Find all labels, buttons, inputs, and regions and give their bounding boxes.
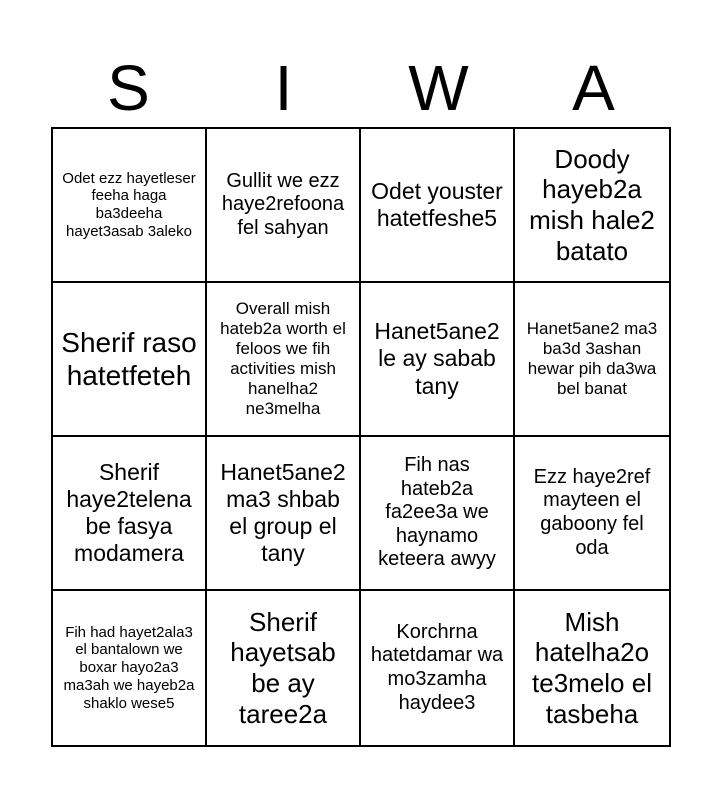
bingo-cell-r3c2[interactable]: Hanet5ane2 ma3 shbab el group el tany [207,437,361,591]
bingo-cell-r2c4[interactable]: Hanet5ane2 ma3 ba3d 3ashan hewar pih da3wa bel banat [515,283,669,437]
bingo-cell-r2c2[interactable]: Overall mish hateb2a worth el feloos we fih activities mish hanelha2 ne3melha [207,283,361,437]
bingo-cell-r2c3[interactable]: Hanet5ane2 le ay sabab tany [361,283,515,437]
bingo-cell-r3c4[interactable]: Ezz haye2ref mayteen el gaboony fel oda [515,437,669,591]
header-letter-i: I [274,52,293,124]
bingo-header [51,48,671,128]
bingo-cell-r4c3[interactable]: Korchrna hatetdamar wa mo3zamha haydee3 [361,591,515,745]
bingo-cell-r2c1[interactable]: Sherif raso hatetfeteh [53,283,207,437]
header-letter-s: S [107,52,150,124]
bingo-cell-r1c1[interactable]: Odet ezz hayetleser feeha haga ba3deeha hayet3asab 3aleko [53,129,207,283]
bingo-board [51,127,671,747]
bingo-cell-r1c4[interactable]: Doody hayeb2a mish hale2 batato [515,129,669,283]
header-letter-a: A [572,52,615,124]
bingo-cell-r3c3[interactable]: Fih nas hateb2a fa2ee3a we haynamo keteera awyy [361,437,515,591]
bingo-cell-r1c3[interactable]: Odet youster hatetfeshe5 [361,129,515,283]
bingo-cell-r4c4[interactable]: Mish hatelha2o te3melo el tasbeha [532,606,652,729]
bingo-cell-r4c1[interactable]: Fih had hayet2ala3 el bantalown we boxar hayo2a3 ma3ah we hayeb2a shaklo wese5 [53,591,207,745]
bingo-cell-r4c2[interactable]: Sherif hayetsab be ay taree2a [207,591,361,745]
bingo-cell-r1c2[interactable]: Gullit we ezz haye2refoona fel sahyan [207,129,361,283]
bingo-cell-r3c1[interactable]: Sherif haye2telena be fasya modamera [53,437,207,591]
header-letter-w: W [408,52,469,124]
